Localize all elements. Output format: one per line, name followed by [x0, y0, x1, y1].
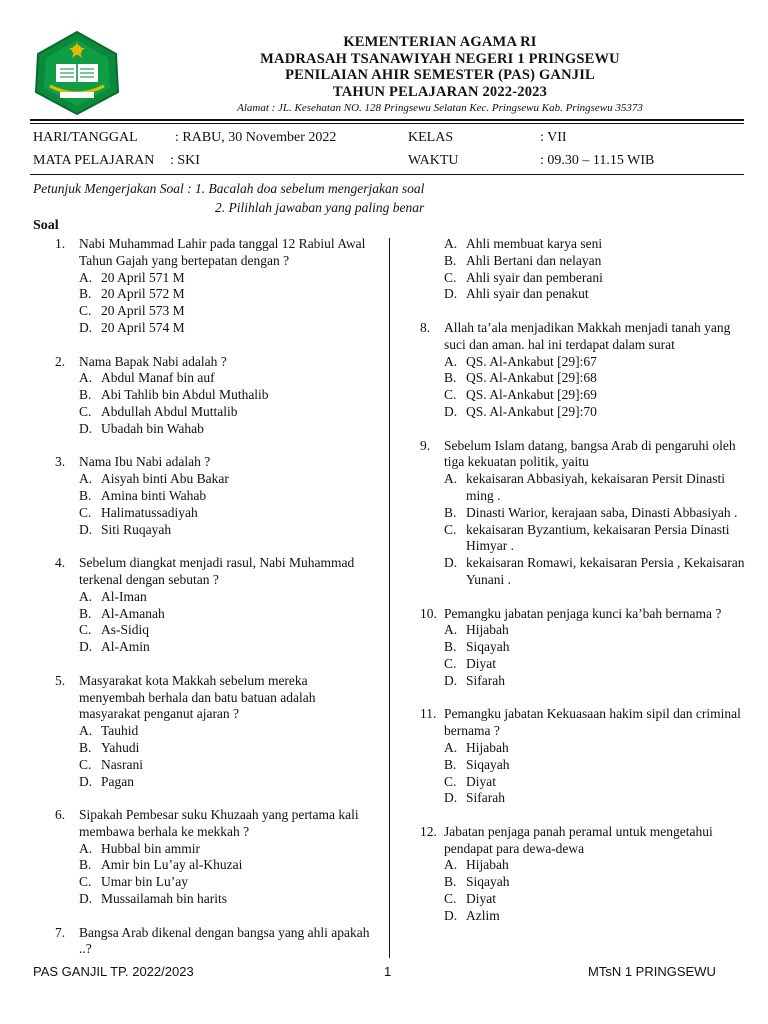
option-item [79, 841, 375, 858]
header-rule-thick [30, 119, 744, 121]
q7-options [444, 236, 750, 303]
option-item [444, 874, 750, 891]
option-text: Ahli syair dan penakut [466, 286, 589, 302]
option-text: Al-Iman [101, 588, 147, 604]
option-item [444, 387, 750, 404]
option-letter: A. [79, 588, 93, 604]
header-block [130, 34, 750, 115]
option-text: As-Sidiq [101, 622, 150, 638]
option-item [79, 522, 375, 539]
option-letter: D. [79, 639, 93, 655]
question-item [420, 320, 750, 421]
option-text: Hijabah [466, 857, 509, 873]
question-text: Nama Ibu Nabi adalah ? [79, 454, 211, 470]
option-text: Siqayah [466, 874, 510, 890]
option-list [444, 740, 750, 807]
question-number: 10. [420, 605, 437, 621]
subject-label: MATA PELAJARAN [33, 153, 155, 168]
question-number: 9. [420, 437, 431, 453]
option-item [444, 270, 750, 287]
question-text: Bangsa Arab dikenal dengan bangsa yang ahli apakah ..? [79, 924, 370, 957]
header-year: TAHUN PELAJARAN 2022-2023 [332, 83, 548, 100]
option-text: Diyat [466, 655, 496, 671]
option-letter: A. [444, 739, 458, 755]
question-text: Nabi Muhammad Lahir pada tanggal 12 Rabiul Awal Tahun Gajah yang bertepatan dengan ? [79, 236, 366, 268]
option-text: Diyat [466, 773, 496, 789]
option-text: Aisyah binti Abu Bakar [101, 471, 229, 487]
option-text: 20 April 571 M [101, 269, 185, 285]
option-item [444, 404, 750, 421]
option-item [79, 874, 375, 891]
option-letter: D. [79, 891, 93, 907]
option-letter: A. [444, 236, 458, 251]
option-item [444, 891, 750, 908]
question-text: Allah ta’ala menjadikan Makkah menjadi tanah yang suci dan aman. hal ini terdapat dalam surat [444, 319, 731, 352]
question-number: 3. [55, 454, 66, 470]
question-number: 7. [55, 924, 66, 940]
option-text: Al-Amanah [101, 605, 165, 621]
option-item [79, 320, 375, 337]
footer-left: PAS GANJIL TP. 2022/2023 [33, 964, 194, 979]
option-letter: C. [444, 891, 457, 907]
option-letter: B. [444, 639, 457, 655]
option-text: Ahli membuat karya seni [466, 236, 603, 251]
option-letter: A. [79, 471, 93, 487]
option-item [444, 857, 750, 874]
option-text: Pagan [101, 773, 134, 789]
option-item [79, 757, 375, 774]
option-item [79, 740, 375, 757]
option-item [444, 757, 750, 774]
section-title: Soal [33, 218, 59, 233]
option-text: Hubbal bin ammir [101, 840, 200, 856]
option-text: Amir bin Lu’ay al-Khuzai [101, 857, 243, 873]
option-letter: A. [444, 857, 458, 873]
option-item [79, 488, 375, 505]
option-list [79, 370, 375, 437]
question-item [420, 438, 750, 589]
question-item [55, 673, 375, 791]
instruction-line-2: 2. Pilihlah jawaban yang paling benar [215, 200, 425, 215]
option-item [79, 606, 375, 623]
question-number: 12. [420, 823, 437, 839]
option-letter: B. [444, 874, 457, 890]
option-letter: B. [444, 756, 457, 772]
option-list [444, 857, 750, 924]
option-text: Halimatussadiyah [101, 504, 198, 520]
option-item [79, 404, 375, 421]
option-letter: D. [79, 420, 93, 436]
option-letter: C. [79, 874, 92, 890]
option-letter: A. [79, 269, 93, 285]
question-number: 5. [55, 672, 66, 688]
question-text: Nama Bapak Nabi adalah ? [79, 353, 227, 369]
option-list [79, 270, 375, 337]
question-item [55, 925, 375, 959]
option-text: kekaisaran Byzantium, kekaisaran Persia Dinasti Himyar . [466, 521, 730, 554]
option-list [444, 622, 750, 689]
option-text: Umar bin Lu’ay [101, 874, 188, 890]
option-letter: B. [79, 605, 92, 621]
option-letter: A. [79, 840, 93, 856]
option-letter: C. [79, 504, 92, 520]
day-label: HARI/TANGGAL [33, 130, 138, 145]
option-text: Al-Amin [101, 639, 150, 655]
option-item [79, 370, 375, 387]
option-list [79, 841, 375, 908]
option-letter: D. [444, 672, 458, 688]
option-text: Hijabah [466, 622, 509, 638]
option-item [444, 639, 750, 656]
option-letter: C. [79, 622, 92, 638]
option-text: Abdullah Abdul Muttalib [101, 403, 238, 419]
option-text: Azlim [466, 907, 500, 923]
question-item [420, 824, 750, 925]
option-list [79, 471, 375, 538]
option-text: Dinasti Warior, kerajaan saba, Dinasti Abbasiyah . [466, 504, 738, 520]
option-item [79, 891, 375, 908]
kemenag-logo-icon [32, 30, 122, 116]
option-item [79, 774, 375, 791]
option-item [444, 370, 750, 387]
option-list [444, 354, 750, 421]
question-item [55, 454, 375, 538]
class-value: : VII [540, 130, 567, 145]
option-letter: B. [79, 487, 92, 503]
question-text: Sipakah Pembesar suku Khuzaah yang pertama kali membawa berhala ke mekkah ? [79, 807, 359, 839]
option-item [444, 522, 750, 556]
question-number: 2. [55, 353, 66, 369]
question-item [55, 354, 375, 438]
option-item [79, 589, 375, 606]
question-item [420, 606, 750, 690]
option-text: Hijabah [466, 739, 509, 755]
option-letter: D. [444, 555, 458, 571]
option-letter: A. [444, 353, 458, 369]
option-item [444, 354, 750, 371]
question-number: 8. [420, 319, 431, 335]
option-item [79, 303, 375, 320]
header-ministry: KEMENTERIAN AGAMA RI [343, 34, 537, 50]
option-letter: D. [79, 319, 93, 335]
option-item [79, 270, 375, 287]
option-text: Sifarah [466, 790, 505, 806]
option-item [444, 673, 750, 690]
option-item [79, 387, 375, 404]
option-letter: D. [444, 403, 458, 419]
option-item [79, 723, 375, 740]
day-value: : RABU, 30 November 2022 [175, 130, 337, 145]
option-text: 20 April 574 M [101, 319, 185, 335]
option-text: 20 April 573 M [101, 303, 185, 319]
option-text: QS. Al-Ankabut [29]:70 [466, 403, 597, 419]
question-number: 11. [420, 706, 437, 722]
option-text: Siti Ruqayah [101, 521, 172, 537]
option-text: QS. Al-Ankabut [29]:68 [466, 370, 597, 386]
option-text: Ahli syair dan pemberani [466, 269, 603, 285]
header-rule-thin [30, 123, 744, 124]
option-item [79, 639, 375, 656]
header-exam: PENILAIAN AHIR SEMESTER (PAS) GANJIL [285, 67, 595, 83]
option-item [79, 421, 375, 438]
option-letter: B. [79, 739, 92, 755]
right-column [420, 236, 750, 941]
option-text: Tauhid [101, 723, 139, 739]
option-letter: B. [79, 857, 92, 873]
option-list [444, 471, 750, 589]
option-text: Amina binti Wahab [101, 487, 207, 503]
option-letter: A. [79, 370, 93, 386]
class-label: KELAS [408, 130, 454, 145]
question-item [55, 555, 375, 656]
footer-right: MTsN 1 PRINGSEWU [588, 964, 716, 979]
time-value: : 09.30 – 11.15 WIB [540, 153, 655, 168]
option-text: Abi Tahlib bin Abdul Muthalib [101, 387, 269, 403]
option-item [444, 774, 750, 791]
option-letter: C. [79, 303, 92, 319]
option-letter: D. [444, 790, 458, 806]
option-letter: C. [79, 403, 92, 419]
option-letter: D. [444, 907, 458, 923]
info-rule [30, 174, 744, 175]
option-item [444, 622, 750, 639]
option-text: Siqayah [466, 756, 510, 772]
option-letter: B. [79, 286, 92, 302]
option-text: Ahli Bertani dan nelayan [466, 252, 602, 268]
option-text: Yahudi [101, 739, 140, 755]
option-text: QS. Al-Ankabut [29]:67 [466, 353, 597, 369]
option-text: kekaisaran Abbasiyah, kekaisaran Persit Dinasti ming . [466, 471, 726, 503]
option-text: Abdul Manaf bin auf [101, 370, 215, 386]
option-list [79, 589, 375, 656]
option-letter: C. [444, 655, 457, 671]
option-letter: A. [79, 723, 93, 739]
option-letter: B. [79, 387, 92, 403]
header-school: MADRASAH TSANAWIYAH NEGERI 1 PRINGSEWU [260, 50, 620, 67]
option-text: kekaisaran Romawi, kekaisaran Persia , Kekaisaran Yunani . [466, 555, 745, 587]
option-item [79, 857, 375, 874]
option-letter: D. [444, 286, 458, 302]
option-letter: C. [444, 269, 457, 285]
question-number: 4. [55, 555, 66, 571]
question-number: 6. [55, 807, 66, 823]
option-letter: B. [444, 370, 457, 386]
question-item [420, 706, 750, 807]
option-item [79, 622, 375, 639]
option-text: Ubadah bin Wahab [101, 420, 204, 436]
option-item [444, 236, 750, 253]
option-item [444, 505, 750, 522]
option-text: Mussailamah bin harits [101, 891, 227, 907]
option-letter: C. [79, 756, 92, 772]
option-item [79, 471, 375, 488]
question-text: Sebelum diangkat menjadi rasul, Nabi Muhammad terkenal dengan sebutan ? [79, 555, 355, 587]
option-text: Sifarah [466, 672, 505, 688]
option-letter: C. [444, 387, 457, 403]
option-text: QS. Al-Ankabut [29]:69 [466, 387, 597, 403]
subject-value: : SKI [170, 153, 200, 168]
option-list [79, 723, 375, 790]
option-letter: A. [444, 622, 458, 638]
option-item [444, 471, 750, 505]
option-item [444, 286, 750, 303]
question-text: Pemangku jabatan Kekuasaan hakim sipil dan criminal bernama ? [444, 706, 741, 739]
option-letter: B. [444, 504, 457, 520]
question-text: Sebelum Islam datang, bangsa Arab di pengaruhi oleh tiga kekuatan politik, yaitu [444, 437, 736, 470]
option-item [79, 505, 375, 522]
question-item [55, 236, 375, 337]
option-letter: D. [79, 521, 93, 537]
option-text: 20 April 572 M [101, 286, 185, 302]
option-item [444, 790, 750, 807]
option-text: Nasrani [101, 756, 143, 772]
option-item [79, 286, 375, 303]
option-letter: C. [444, 773, 457, 789]
option-item [444, 253, 750, 270]
option-text: Diyat [466, 891, 496, 907]
option-item [444, 555, 750, 589]
option-letter: B. [444, 252, 457, 268]
question-text: Jabatan penjaga panah peramal untuk mengetahui pendapat para dewa-dewa [444, 823, 713, 856]
instruction-line-1: Petunjuk Mengerjakan Soal : 1. Bacalah doa sebelum mengerjakan soal [33, 181, 425, 196]
option-item [444, 656, 750, 673]
option-text: Siqayah [466, 639, 510, 655]
option-letter: C. [444, 521, 457, 537]
time-label: WAKTU [408, 153, 459, 168]
question-number: 1. [55, 236, 66, 251]
left-column [55, 236, 375, 975]
question-item [55, 807, 375, 908]
footer-page-number: 1 [384, 964, 392, 979]
option-item [444, 908, 750, 925]
option-item [444, 740, 750, 757]
column-divider [389, 238, 390, 958]
option-letter: D. [79, 773, 93, 789]
question-text: Masyarakat kota Makkah sebelum mereka menyembah berhala dan batu batuan adalah masyarakat penganut ajaran ? [79, 672, 316, 722]
question-text: Pemangku jabatan penjaga kunci ka’bah bernama ? [444, 605, 722, 621]
option-letter: A. [444, 471, 458, 487]
header-address: Alamat : JL. Kesehatan NO. 128 Pringsewu Selatan Kec. Pringsewu Kab. Pringsewu 35373 [237, 102, 643, 114]
